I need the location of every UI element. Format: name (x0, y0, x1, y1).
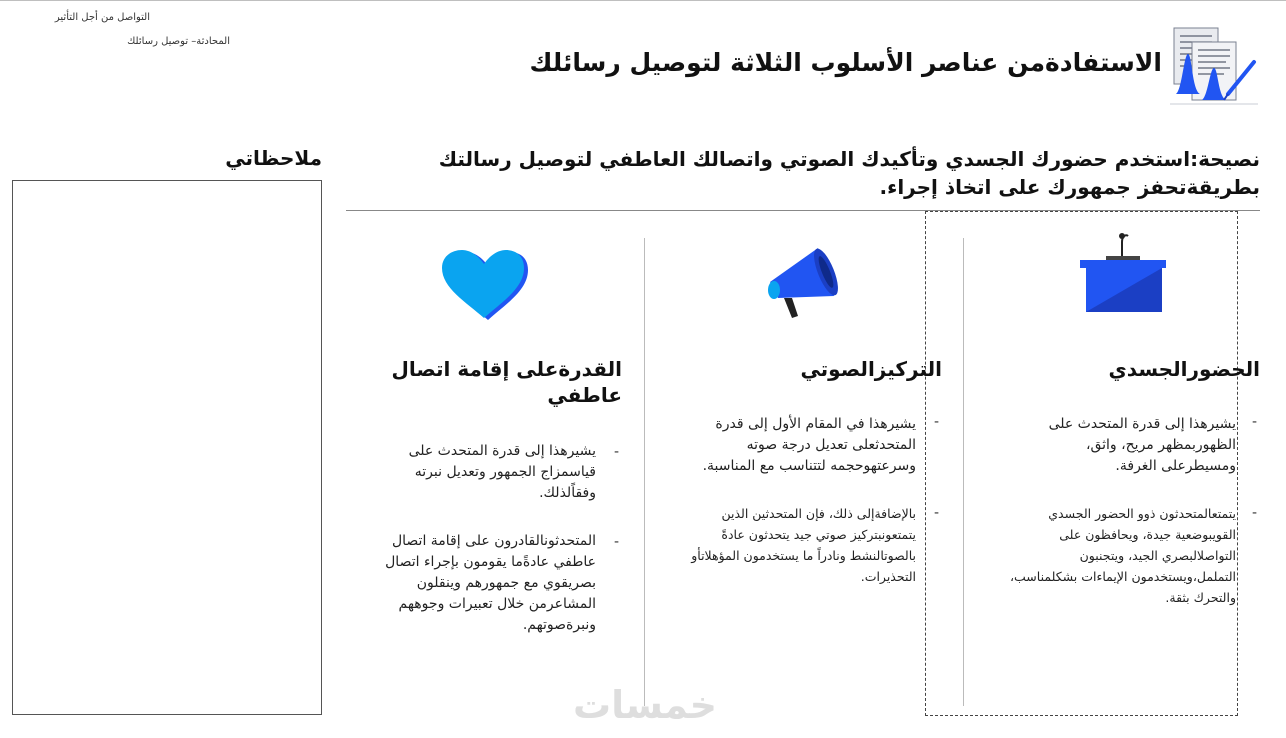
column-title-vocal: التركيزالصوتي (800, 357, 942, 381)
svg-text:خمسات: خمسات (573, 683, 717, 727)
bullet-marker: - (934, 505, 940, 521)
documents-pen-icon (1166, 24, 1262, 108)
heart-icon (440, 250, 530, 322)
bullet-text: يشيرهذا في المقام الأول إلى قدرة المتحدثعلى تعديل درجة صوته وسرعتهوحجمه لتتناسب مع المناسبة. (702, 416, 916, 474)
bullet-text: يتمتعالمتحدثون ذوو الحضور الجسدي القويبوضعية جيدة، ويحافظون على التواصلالبصري الجيد، ويتجنبون التململ،ويستخدمون الإيماءات بشكلمناسب، والتحرك بثقة. (1010, 506, 1236, 605)
podium-icon (1076, 228, 1168, 314)
column-divider (644, 238, 645, 706)
bullet-text: بالإضافةإلى ذلك، فإن المتحدثين الذين يتمتعونبتركيز صوتي جيد يتحدثون عادةً بالصوتالنشط ونادراً ما يستخدمون المؤهلاتأو التحذيرات. (691, 506, 916, 584)
breadcrumb-course: التواصل من أجل التأثير (54, 12, 150, 23)
khamsat-watermark-logo (560, 682, 730, 728)
bullet-marker: - (1252, 505, 1258, 521)
bullet-text: المتحدثونالقادرون على إقامة اتصال عاطفي عادةًما يقومون بإجراء اتصال بصريقوي مع جمهورهم وينقلون المشاعرمن خلال تعبيرات وجوههم ونبرةصوتهم. (385, 533, 596, 633)
notes-box[interactable] (12, 180, 322, 715)
breadcrumb-lesson: المحادثة– توصيل رسائلك (127, 36, 230, 47)
tip-text: نصيحة:استخدم حضورك الجسدي وتأكيدك الصوتي واتصالك العاطفي لتوصيل رسالتك بطريقةتحفز جمهورك على اتخاذ إجراء. (438, 147, 1260, 199)
notes-title: ملاحظاتي (225, 146, 322, 170)
bullet-text: يشيرهذا إلى قدرة المتحدث على قياسمزاج الجمهور وتعديل نبرته وفقاًلذلك. (408, 443, 596, 501)
column-title-emotional: القدرةعلى إقامة اتصال عاطفي (391, 357, 622, 407)
bullet-marker: - (934, 414, 940, 430)
bullet-marker: - (1252, 414, 1258, 430)
page-title: الاستفادةمن عناصر الأسلوب الثلاثة لتوصيل رسائلك (529, 48, 1162, 77)
bullet-text: يشيرهذا إلى قدرة المتحدث على الظهوربمظهر مريح، واثق، ومسيطرعلى الغرفة. (1048, 416, 1236, 474)
bullet-marker: - (614, 534, 620, 550)
bullet-marker: - (614, 444, 620, 460)
column-title-physical: الحضورالجسدي (1108, 357, 1260, 381)
megaphone-icon (762, 240, 842, 320)
top-border (0, 0, 1286, 1)
